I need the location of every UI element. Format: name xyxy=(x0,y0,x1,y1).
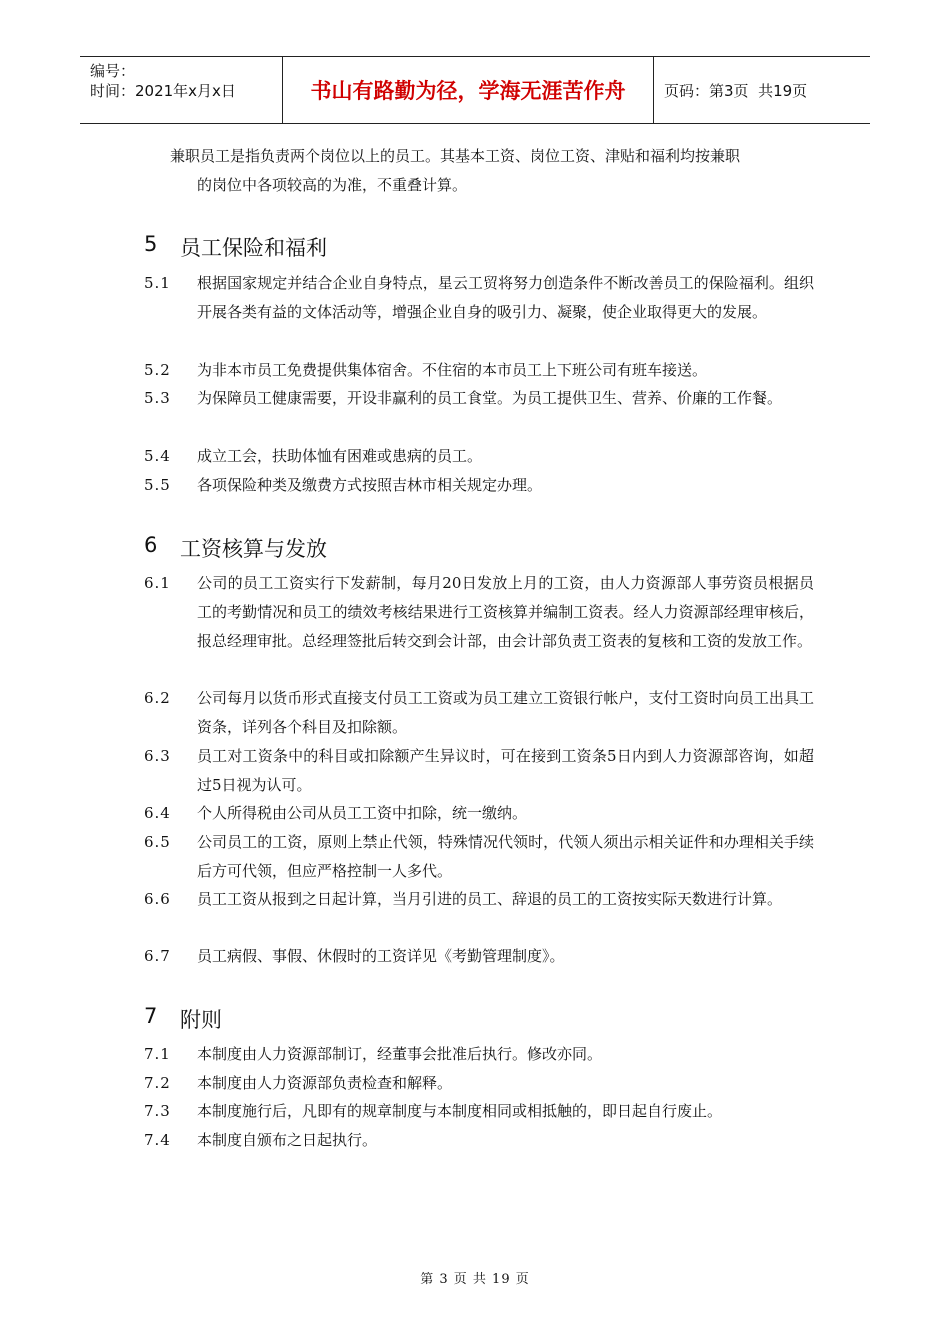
item-text: 本制度由人力资源部制订，经董事会批准后执行。修改亦同。 xyxy=(197,1045,603,1063)
section-number: 6 xyxy=(144,533,158,557)
item-text: 为保障员工健康需要，开设非赢利的员工食堂。为员工提供卫生、营养、价廉的工作餐。 xyxy=(197,389,783,407)
list-item xyxy=(144,1069,814,1098)
item-number: 7.3 xyxy=(144,1102,171,1120)
item-text: 公司员工的工资，原则上禁止代领，特殊情况代领时，代领人须出示相关证件和办理相关手续后方可代领，但应严格控制一人多代。 xyxy=(197,833,814,880)
intro-paragraph xyxy=(170,142,810,200)
list-item xyxy=(144,828,814,886)
item-text: 员工病假、事假、休假时的工资详见《考勤管理制度》。 xyxy=(197,947,565,965)
section-title: 工资核算与发放 xyxy=(180,537,327,561)
item-text: 各项保险种类及缴费方式按照吉林市相关规定办理。 xyxy=(197,476,543,494)
list-item xyxy=(144,742,814,800)
list-item xyxy=(144,442,814,471)
item-text: 员工对工资条中的科目或扣除额产生异议时，可在接到工资条5日内到人力资源部咨询，如超过5日视为认可。 xyxy=(197,747,814,794)
list-item xyxy=(144,569,814,656)
section-heading xyxy=(144,232,327,262)
item-number: 7.2 xyxy=(144,1074,171,1092)
item-number: 6.7 xyxy=(144,947,171,965)
section-title: 附则 xyxy=(180,1008,222,1032)
section-heading xyxy=(144,533,327,563)
item-number: 7.1 xyxy=(144,1045,171,1063)
item-text: 本制度施行后，凡即有的规章制度与本制度相同或相抵触的，即日起自行废止。 xyxy=(197,1102,723,1120)
item-text: 为非本市员工免费提供集体宿舍。不住宿的本市员工上下班公司有班车接送。 xyxy=(197,361,708,379)
list-item xyxy=(144,1126,814,1155)
intro-line-2: 的岗位中各项较高的为准，不重叠计算。 xyxy=(197,176,468,194)
document-date-label: 时间：2021年x月x日 xyxy=(90,82,236,100)
item-text: 个人所得税由公司从员工工资中扣除，统一缴纳。 xyxy=(197,804,528,822)
list-item xyxy=(144,471,814,500)
item-number: 5.2 xyxy=(144,361,171,379)
item-text: 本制度自颁布之日起执行。 xyxy=(197,1131,378,1149)
item-number: 6.3 xyxy=(144,747,171,765)
document-header xyxy=(80,56,870,124)
item-text: 公司的员工工资实行下发薪制，每月20日发放上月的工资，由人力资源部人事劳资员根据员工的考勤情况和员工的绩效考核结果进行工资核算并编制工资表。经人力资源部经理审核后，报总经理审批。总经理签批后转交到会计部，由会计部负责工资表的复核和工资的发放工作。 xyxy=(197,574,814,650)
item-number: 5.1 xyxy=(144,274,171,292)
intro-line-1: 兼职员工是指负责两个岗位以上的员工。其基本工资、岗位工资、津贴和福利均按兼职 xyxy=(170,147,741,165)
header-meta xyxy=(80,57,283,123)
header-motto: 书山有路勤为径，学海无涯苦作舟 xyxy=(283,57,654,123)
list-item xyxy=(144,1040,814,1069)
item-text: 根据国家规定并结合企业自身特点，星云工贸将努力创造条件不断改善员工的保险福利。组织开展各类有益的文体活动等，增强企业自身的吸引力、凝聚，使企业取得更大的发展。 xyxy=(197,274,814,321)
section-heading xyxy=(144,1004,222,1034)
list-item xyxy=(144,1097,814,1126)
item-number: 6.2 xyxy=(144,689,171,707)
header-page-label: 页码：第3页 共19页 xyxy=(664,81,808,100)
item-number: 6.4 xyxy=(144,804,171,822)
section-title: 员工保险和福利 xyxy=(180,236,327,260)
list-item xyxy=(144,384,814,413)
list-item xyxy=(144,356,814,385)
item-text: 成立工会，扶助体恤有困难或患病的员工。 xyxy=(197,447,483,465)
list-item xyxy=(144,269,814,327)
item-number: 6.1 xyxy=(144,574,171,592)
header-page-info xyxy=(654,57,870,123)
item-number: 5.5 xyxy=(144,476,171,494)
item-number: 5.4 xyxy=(144,447,171,465)
item-number: 6.5 xyxy=(144,833,171,851)
item-number: 6.6 xyxy=(144,890,171,908)
section-number: 7 xyxy=(144,1004,158,1028)
list-item xyxy=(144,684,814,742)
item-text: 本制度由人力资源部负责检查和解释。 xyxy=(197,1074,453,1092)
document-number-label: 编号： xyxy=(90,62,136,80)
section-number: 5 xyxy=(144,232,158,256)
list-item xyxy=(144,885,814,914)
item-text: 员工工资从报到之日起计算，当月引进的员工、辞退的员工的工资按实际天数进行计算。 xyxy=(197,890,783,908)
page-footer: 第 3 页 共 19 页 xyxy=(420,1272,530,1287)
item-number: 7.4 xyxy=(144,1131,171,1149)
list-item xyxy=(144,942,814,971)
item-text: 公司每月以货币形式直接支付员工工资或为员工建立工资银行帐户，支付工资时向员工出具工资条，详列各个科目及扣除额。 xyxy=(197,689,814,736)
item-number: 5.3 xyxy=(144,389,171,407)
list-item xyxy=(144,799,814,828)
